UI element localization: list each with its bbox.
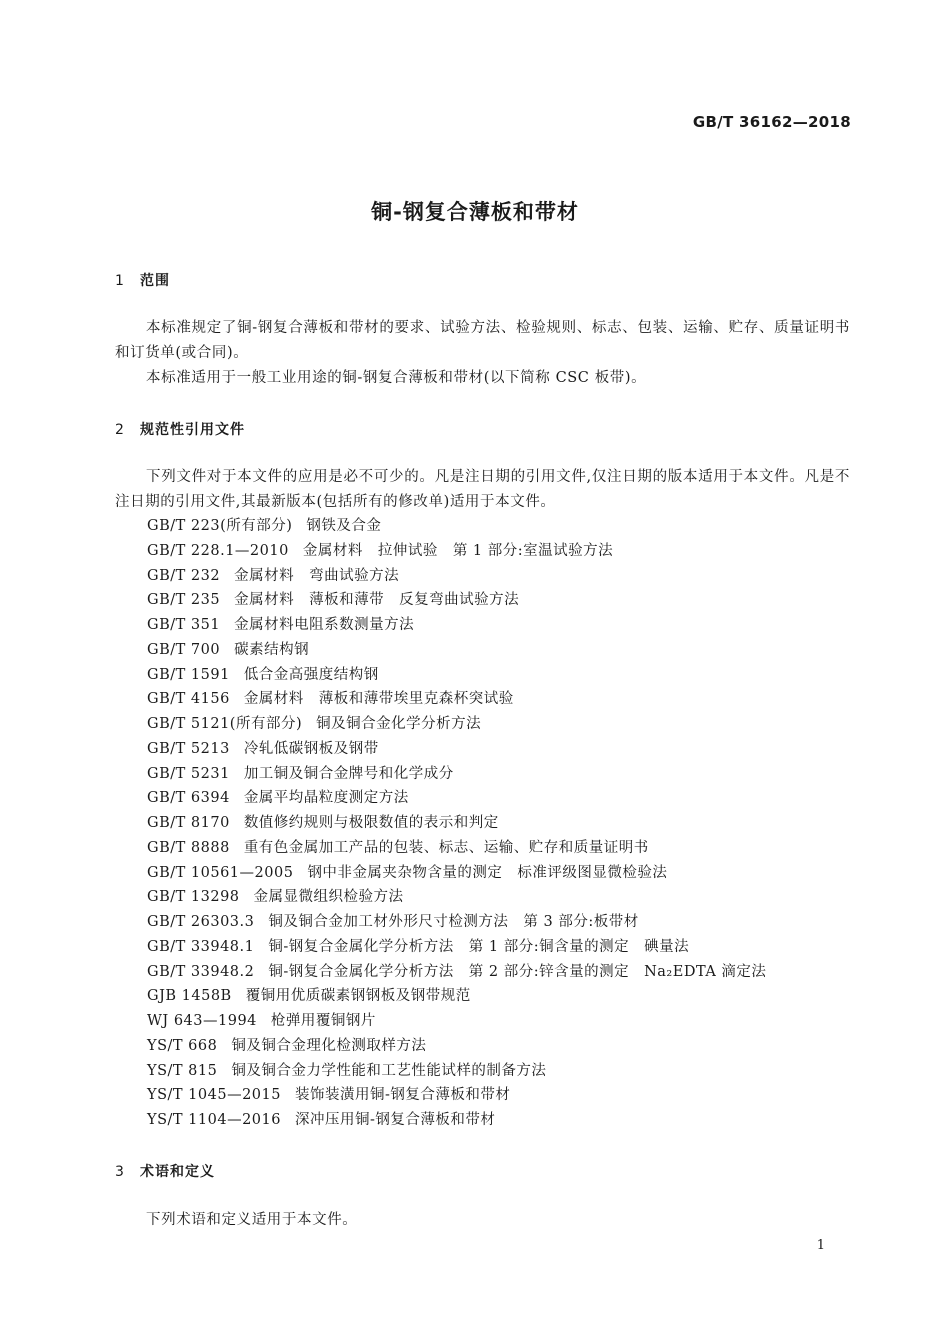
section-2-heading xyxy=(115,419,245,439)
reference-title: 铜及铜合金加工材外形尺寸检测方法 第 3 部分:板带材 xyxy=(268,914,639,930)
reference-item xyxy=(147,786,766,811)
reference-code: GB/T 1591 xyxy=(147,666,230,683)
reference-code: GB/T 5231 xyxy=(147,765,230,782)
reference-title: 碳素结构钢 xyxy=(234,641,310,658)
reference-title: 金属材料 拉伸试验 第 1 部分:室温试验方法 xyxy=(302,542,614,559)
standard-code: GB/T 36162—2018 xyxy=(692,113,851,131)
reference-item xyxy=(147,885,766,910)
document-title: 铜-钢复合薄板和带材 xyxy=(371,200,579,224)
reference-list xyxy=(147,514,766,1133)
reference-title: 铜及铜合金力学性能和工艺性能试样的制备方法 xyxy=(231,1062,547,1079)
section-1-heading xyxy=(115,270,170,290)
section-number: 3 xyxy=(115,1164,125,1180)
section-title: 术语和定义 xyxy=(140,1164,215,1180)
reference-code: YS/T 1104—2016 xyxy=(147,1112,281,1128)
reference-title: 金属材料 弯曲试验方法 xyxy=(234,567,400,584)
reference-title: 金属材料 薄板和薄带埃里克森杯突试验 xyxy=(243,691,514,708)
reference-item xyxy=(147,588,766,613)
reference-item xyxy=(147,960,766,985)
reference-item xyxy=(147,613,766,638)
reference-code: GB/T 351 xyxy=(147,617,221,633)
reference-code: GB/T 228.1—2010 xyxy=(147,542,289,559)
reference-item xyxy=(147,712,766,737)
reference-title: 金属材料 薄板和薄带 反复弯曲试验方法 xyxy=(234,592,520,609)
section-number: 2 xyxy=(115,422,125,438)
reference-title: 覆铜用优质碳素钢钢板及钢带规范 xyxy=(245,988,471,1005)
reference-item xyxy=(147,1083,766,1108)
reference-code: GB/T 8888 xyxy=(147,839,230,856)
reference-title: 金属显微组织检验方法 xyxy=(253,889,404,906)
reference-item xyxy=(147,836,766,861)
reference-code: GB/T 6394 xyxy=(147,790,230,807)
reference-code: GB/T 10561—2005 xyxy=(147,864,294,881)
reference-code: GB/T 4156 xyxy=(147,691,230,708)
reference-item xyxy=(147,737,766,762)
reference-title: 深冲压用铜-钢复合薄板和带材 xyxy=(294,1112,496,1128)
reference-item xyxy=(147,564,766,589)
reference-item xyxy=(147,811,766,836)
reference-code: GB/T 223(所有部分) xyxy=(147,518,293,534)
reference-item xyxy=(147,861,766,886)
section-title: 范围 xyxy=(140,273,170,289)
reference-title: 低合金高强度结构钢 xyxy=(243,666,379,683)
reference-item xyxy=(147,1108,766,1133)
reference-code: GB/T 8170 xyxy=(147,815,230,831)
section-number: 1 xyxy=(115,273,125,289)
reference-code: GB/T 26303.3 xyxy=(147,914,255,930)
reference-title: 铜-钢复合金属化学分析方法 第 1 部分:铜含量的测定 碘量法 xyxy=(268,938,690,955)
reference-item xyxy=(147,910,766,935)
reference-item xyxy=(147,539,766,564)
reference-title: 金属材料电阻系数测量方法 xyxy=(234,617,415,633)
reference-code: YS/T 668 xyxy=(147,1037,218,1054)
reference-title: 枪弹用覆铜钢片 xyxy=(270,1013,376,1029)
reference-title: 装饰装潢用铜-钢复合薄板和带材 xyxy=(294,1087,511,1104)
reference-title: 铜-钢复合金属化学分析方法 第 2 部分:锌含量的测定 Na₂EDTA 滴定法 xyxy=(268,963,767,980)
reference-title: 钢铁及合金 xyxy=(306,518,382,534)
reference-code: GJB 1458B xyxy=(147,988,232,1005)
reference-item xyxy=(147,1059,766,1084)
reference-code: YS/T 815 xyxy=(147,1062,218,1079)
reference-code: GB/T 5213 xyxy=(147,740,230,757)
reference-code: WJ 643—1994 xyxy=(147,1013,257,1029)
reference-code: GB/T 700 xyxy=(147,641,221,658)
reference-title: 钢中非金属夹杂物含量的测定 标准评级图显微检验法 xyxy=(307,864,668,881)
section-3-heading xyxy=(115,1161,215,1181)
scope-paragraph-1: 本标准规定了铜-钢复合薄板和带材的要求、试验方法、检验规则、标志、包装、运输、贮存、质量证明书和订货单(或合同)。 xyxy=(115,320,850,361)
reference-item xyxy=(147,762,766,787)
page-number: 1 xyxy=(816,1238,825,1253)
definitions-intro: 下列术语和定义适用于本文件。 xyxy=(146,1212,358,1228)
reference-code: GB/T 232 xyxy=(147,567,221,584)
scope-paragraph-2: 本标准适用于一般工业用途的铜-钢复合薄板和带材(以下简称 CSC 板带)。 xyxy=(146,370,647,386)
reference-title: 铜及铜合金理化检测取样方法 xyxy=(231,1037,427,1054)
reference-code: GB/T 33948.1 xyxy=(147,938,255,955)
reference-code: YS/T 1045—2015 xyxy=(147,1087,281,1104)
reference-code: GB/T 13298 xyxy=(147,889,240,906)
reference-item xyxy=(147,1009,766,1034)
reference-code: GB/T 5121(所有部分) xyxy=(147,716,303,732)
reference-code: GB/T 235 xyxy=(147,592,221,609)
reference-item xyxy=(147,638,766,663)
section-title: 规范性引用文件 xyxy=(140,422,245,438)
reference-title: 冷轧低碳钢板及钢带 xyxy=(243,740,379,757)
reference-title: 数值修约规则与极限数值的表示和判定 xyxy=(243,815,499,831)
reference-item xyxy=(147,935,766,960)
reference-item xyxy=(147,663,766,688)
reference-title: 金属平均晶粒度测定方法 xyxy=(243,790,409,807)
reference-item xyxy=(147,1034,766,1059)
reference-title: 加工铜及铜合金牌号和化学成分 xyxy=(243,765,454,782)
reference-code: GB/T 33948.2 xyxy=(147,963,255,980)
reference-item xyxy=(147,984,766,1009)
reference-item xyxy=(147,514,766,539)
references-intro: 下列文件对于本文件的应用是必不可少的。凡是注日期的引用文件,仅注日期的版本适用于本文件。凡是不注日期的引用文件,其最新版本(包括所有的修改单)适用于本文件。 xyxy=(115,469,850,510)
reference-item xyxy=(147,687,766,712)
reference-title: 重有色金属加工产品的包装、标志、运输、贮存和质量证明书 xyxy=(243,839,649,856)
reference-title: 铜及铜合金化学分析方法 xyxy=(316,716,482,732)
